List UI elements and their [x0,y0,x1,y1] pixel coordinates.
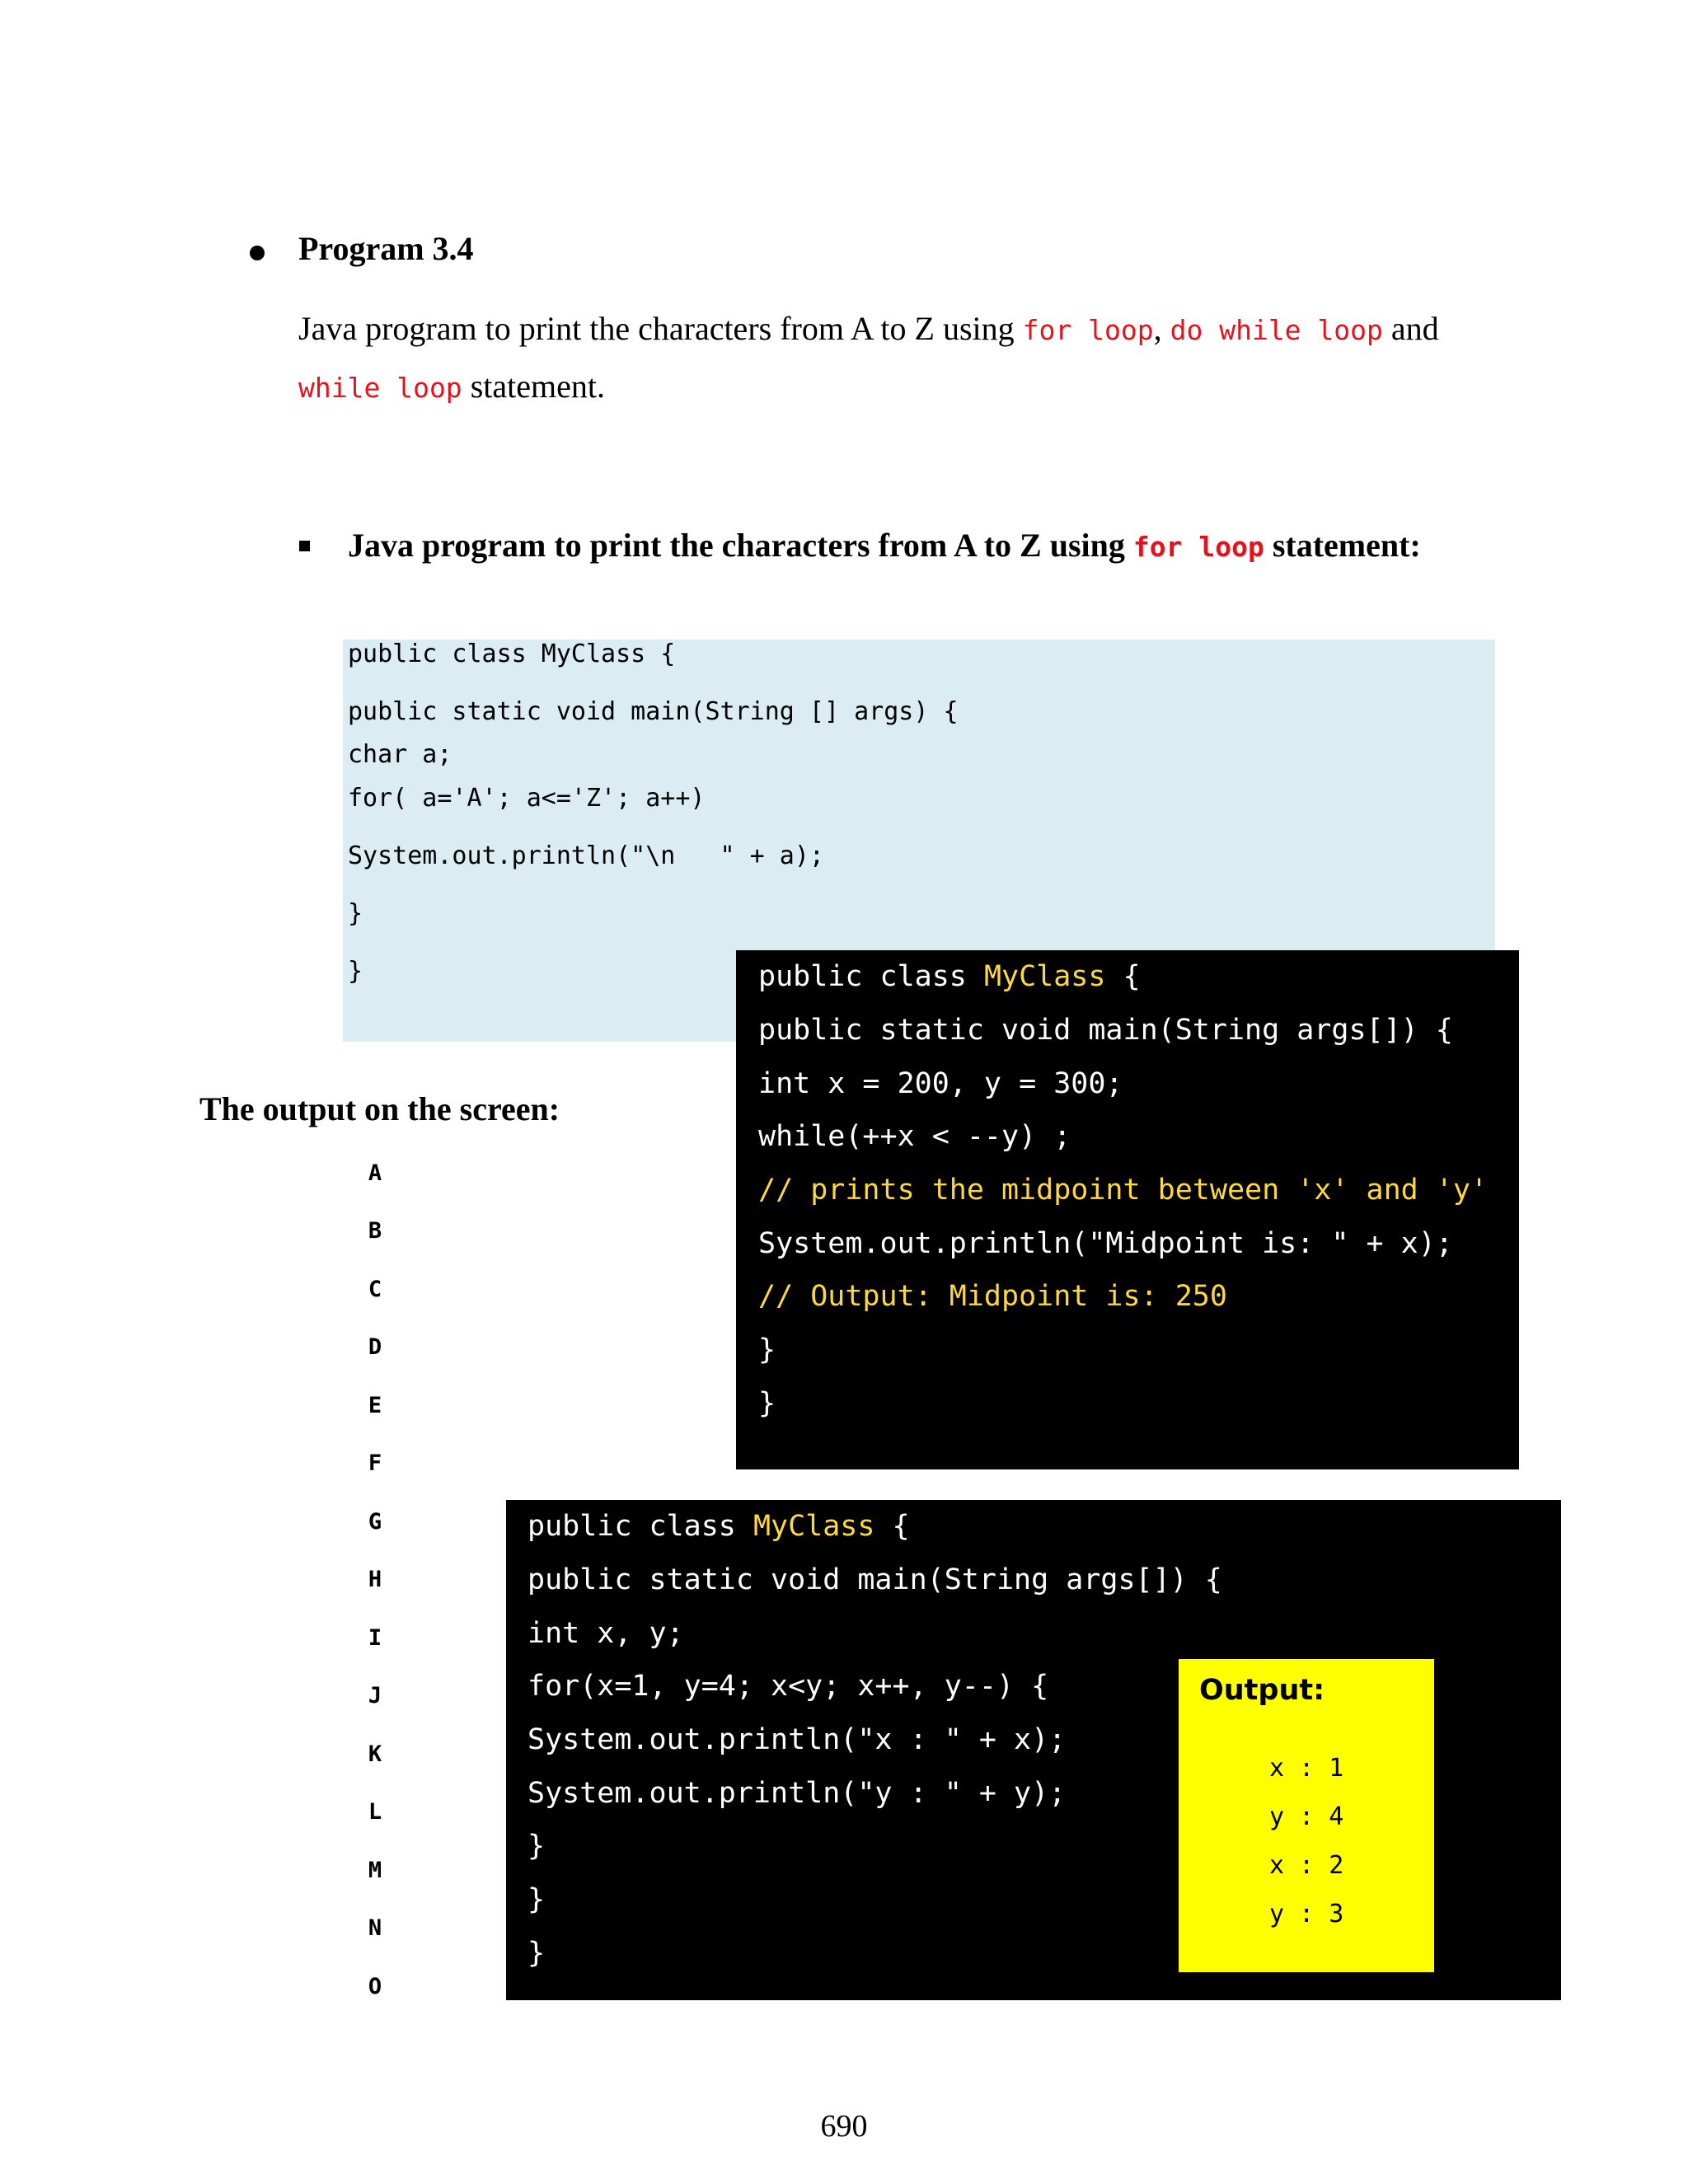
output-line: x : 1 [1269,1754,1344,1783]
code-line: System.out.println("x : " + x); [528,1723,1067,1756]
output-letter: K [368,1741,382,1767]
code-line: System.out.println("Midpoint is: " + x); [758,1227,1453,1260]
code-line: public static void main(String args[]) { [528,1563,1222,1596]
output-letter: G [368,1509,382,1535]
output-letter: I [368,1625,382,1651]
code-line: } [528,1883,546,1916]
code-comment: // Output: Midpoint is: 250 [758,1280,1227,1313]
output-letter: F [368,1451,382,1476]
output-letter: J [368,1683,382,1708]
output-letter: M [368,1858,382,1883]
description-end: statement. [462,368,605,405]
code-keyword-for-loop: for loop [1022,314,1154,346]
output-letter: N [368,1915,382,1941]
output-letter: L [368,1799,382,1825]
code-line: public static void main(String [] args) { [348,697,959,726]
output-letter: E [368,1393,382,1418]
output-box [1179,1659,1434,1972]
subheading-text: Java program to print the characters from A to Z using [348,527,1133,564]
output-letter: B [368,1218,382,1244]
code-line: while(++x < --y) ; [758,1120,1071,1153]
code-line: for( a='A'; a<='Z'; a++) [348,784,706,813]
description-separator: , [1153,310,1170,347]
code-keyword-while-loop: while loop [298,372,462,404]
description-and: and [1382,310,1439,347]
code-line: } [528,1937,546,1970]
program-description-line-2 [298,367,605,405]
code-line: public class MyClass { [348,640,676,668]
code-line: System.out.println("\n " + a); [348,841,824,870]
bullet-dot [250,246,265,260]
code-line [758,960,1141,993]
code-line: public static void main(String args[]) { [758,1014,1453,1047]
code-token: public class [758,960,984,993]
code-line: } [758,1333,776,1366]
output-line: x : 2 [1269,1851,1344,1880]
code-token: { [874,1510,910,1543]
output-letter: C [368,1277,382,1302]
code-keyword-do-while-loop: do while loop [1170,314,1383,346]
page-number: 690 [820,2109,868,2144]
code-block-while-midpoint [736,950,1519,1469]
code-line: } [348,957,363,986]
code-line: for(x=1, y=4; x<y; x++, y--) { [528,1670,1049,1703]
code-line: } [528,1830,546,1863]
class-name-token: MyClass [753,1510,875,1543]
program-description-line-1 [298,309,1439,348]
output-letter: H [368,1567,382,1592]
description-text: Java program to print the characters from A to Z using [298,310,1023,347]
code-line: System.out.println("y : " + y); [528,1777,1067,1810]
code-line: int x, y; [528,1617,684,1650]
output-letter: O [368,1974,382,1999]
class-name-token: MyClass [983,960,1106,993]
code-line: char a; [348,740,452,769]
code-line: } [758,1387,776,1420]
output-line: y : 4 [1269,1802,1344,1831]
code-token: public class [528,1510,753,1543]
subheading [348,526,1421,565]
subheading-code: for loop [1132,531,1264,563]
output-heading: The output on the screen: [199,1090,560,1127]
output-box-title: Output: [1199,1674,1325,1707]
code-line [528,1510,910,1543]
output-letter: D [368,1334,382,1360]
code-comment: // prints the midpoint between 'x' and 'y' [758,1174,1489,1207]
subheading-end: statement: [1264,527,1421,564]
program-title: Program 3.4 [298,230,474,267]
code-token: { [1105,960,1141,993]
output-line: y : 3 [1269,1900,1344,1929]
bullet-square [299,541,310,551]
output-letter: A [368,1160,382,1186]
code-line: } [348,899,363,928]
code-line: int x = 200, y = 300; [758,1067,1123,1100]
